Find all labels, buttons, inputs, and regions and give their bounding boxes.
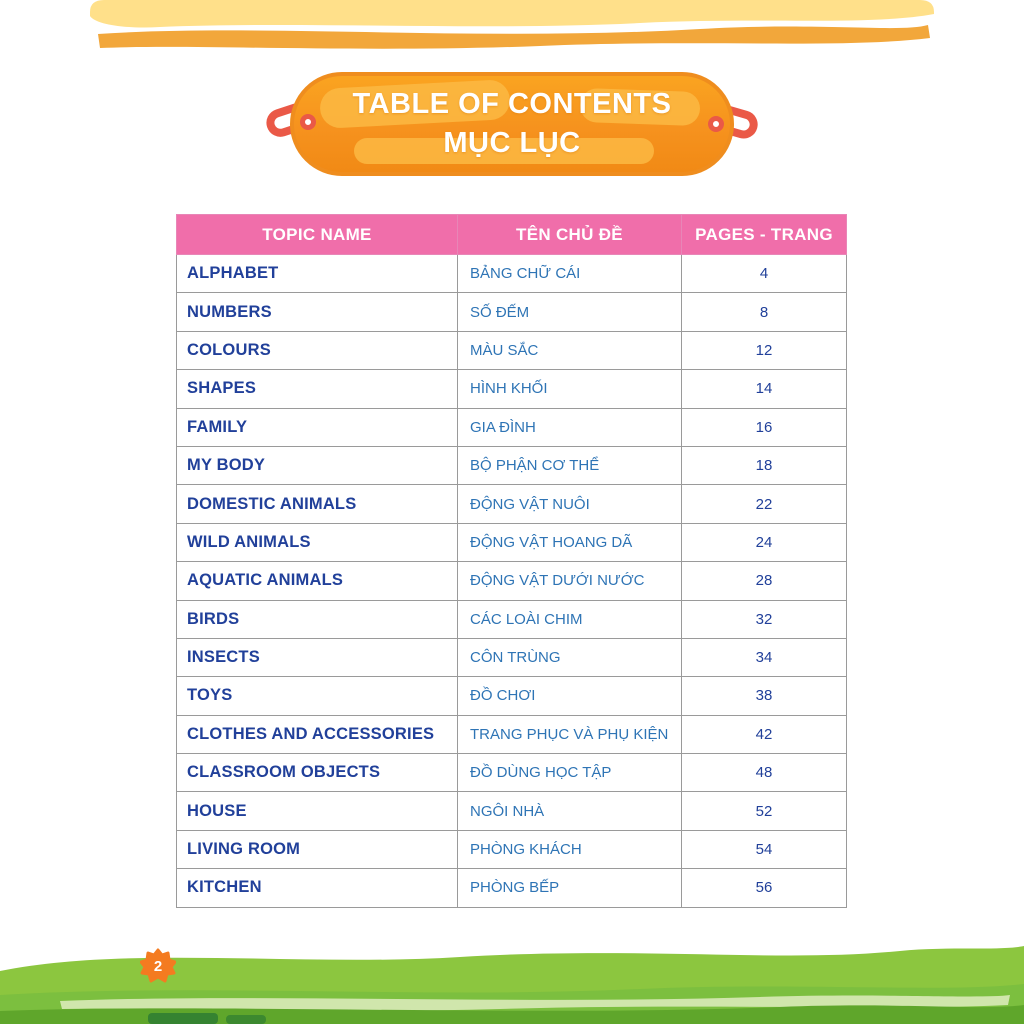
page-cell: 16 bbox=[682, 408, 847, 446]
title-badge-pill bbox=[290, 72, 734, 176]
table-row bbox=[177, 792, 847, 830]
vietnamese-cell: ĐỒ CHƠI bbox=[458, 677, 682, 715]
page-cell: 28 bbox=[682, 562, 847, 600]
table-row bbox=[177, 638, 847, 676]
page-cell: 54 bbox=[682, 830, 847, 868]
vietnamese-cell: SỐ ĐẾM bbox=[458, 293, 682, 331]
topic-cell: NUMBERS bbox=[177, 293, 458, 331]
table-row bbox=[177, 715, 847, 753]
page-cell: 42 bbox=[682, 715, 847, 753]
orange-wave-shape bbox=[98, 25, 930, 49]
topic-cell: DOMESTIC ANIMALS bbox=[177, 485, 458, 523]
table-row bbox=[177, 331, 847, 369]
page-cell: 8 bbox=[682, 293, 847, 331]
table-row bbox=[177, 485, 847, 523]
page-cell: 24 bbox=[682, 523, 847, 561]
yellow-band-shape bbox=[90, 0, 934, 28]
page-number-badge bbox=[140, 948, 176, 984]
grommet-right-icon bbox=[708, 116, 724, 132]
vietnamese-cell: CÁC LOÀI CHIM bbox=[458, 600, 682, 638]
vietnamese-cell: ĐỘNG VẬT HOANG DÃ bbox=[458, 523, 682, 561]
topic-cell: WILD ANIMALS bbox=[177, 523, 458, 561]
vietnamese-cell: ĐỘNG VẬT NUÔI bbox=[458, 485, 682, 523]
top-banner-decoration bbox=[0, 0, 1024, 64]
topic-cell: INSECTS bbox=[177, 638, 458, 676]
table-row bbox=[177, 446, 847, 484]
topic-cell: TOYS bbox=[177, 677, 458, 715]
table-row bbox=[177, 523, 847, 561]
topic-cell: ALPHABET bbox=[177, 255, 458, 293]
table-row bbox=[177, 293, 847, 331]
table-row bbox=[177, 370, 847, 408]
table-row bbox=[177, 600, 847, 638]
table-row bbox=[177, 754, 847, 792]
dark-green-patch-shape bbox=[148, 1013, 218, 1024]
column-header-vietnamese: TÊN CHỦ ĐỀ bbox=[458, 215, 682, 255]
page-cell: 12 bbox=[682, 331, 847, 369]
grommet-left-icon bbox=[300, 114, 316, 130]
vietnamese-cell: GIA ĐÌNH bbox=[458, 408, 682, 446]
vietnamese-cell: PHÒNG BẾP bbox=[458, 869, 682, 907]
page-cell: 22 bbox=[682, 485, 847, 523]
table-row bbox=[177, 408, 847, 446]
page-cell: 4 bbox=[682, 255, 847, 293]
page-subtitle: MỤC LỤC bbox=[443, 127, 581, 159]
page-number: 2 bbox=[153, 957, 163, 975]
table-row bbox=[177, 677, 847, 715]
vietnamese-cell: NGÔI NHÀ bbox=[458, 792, 682, 830]
page-cell: 52 bbox=[682, 792, 847, 830]
table-row bbox=[177, 255, 847, 293]
topic-cell: KITCHEN bbox=[177, 869, 458, 907]
vietnamese-cell: ĐỘNG VẬT DƯỚI NƯỚC bbox=[458, 562, 682, 600]
page-cell: 18 bbox=[682, 446, 847, 484]
vietnamese-cell: BỘ PHẬN CƠ THỂ bbox=[458, 446, 682, 484]
topic-cell: CLASSROOM OBJECTS bbox=[177, 754, 458, 792]
topic-cell: BIRDS bbox=[177, 600, 458, 638]
vietnamese-cell: CÔN TRÙNG bbox=[458, 638, 682, 676]
vietnamese-cell: MÀU SẮC bbox=[458, 331, 682, 369]
vietnamese-cell: HÌNH KHỐI bbox=[458, 370, 682, 408]
column-header-topic: TOPIC NAME bbox=[177, 215, 458, 255]
topic-cell: LIVING ROOM bbox=[177, 830, 458, 868]
dark-green-patch-shape bbox=[226, 1015, 266, 1024]
page-title: TABLE OF CONTENTS bbox=[352, 87, 672, 120]
title-badge bbox=[262, 72, 762, 182]
page-cell: 38 bbox=[682, 677, 847, 715]
page-cell: 48 bbox=[682, 754, 847, 792]
topic-cell: HOUSE bbox=[177, 792, 458, 830]
topic-cell: FAMILY bbox=[177, 408, 458, 446]
topic-cell: AQUATIC ANIMALS bbox=[177, 562, 458, 600]
column-header-pages: PAGES - TRANG bbox=[682, 215, 847, 255]
topic-cell: COLOURS bbox=[177, 331, 458, 369]
vietnamese-cell: BẢNG CHỮ CÁI bbox=[458, 255, 682, 293]
table-header-row bbox=[177, 215, 847, 255]
vietnamese-cell: PHÒNG KHÁCH bbox=[458, 830, 682, 868]
topic-cell: SHAPES bbox=[177, 370, 458, 408]
page-cell: 34 bbox=[682, 638, 847, 676]
table-row bbox=[177, 562, 847, 600]
topic-cell: CLOTHES AND ACCESSORIES bbox=[177, 715, 458, 753]
page-cell: 56 bbox=[682, 869, 847, 907]
table-row bbox=[177, 830, 847, 868]
table-row bbox=[177, 869, 847, 907]
topic-cell: MY BODY bbox=[177, 446, 458, 484]
vietnamese-cell: TRANG PHỤC VÀ PHỤ KIỆN bbox=[458, 715, 682, 753]
vietnamese-cell: ĐỒ DÙNG HỌC TẬP bbox=[458, 754, 682, 792]
page-cell: 32 bbox=[682, 600, 847, 638]
toc-table bbox=[176, 214, 847, 908]
page-cell: 14 bbox=[682, 370, 847, 408]
